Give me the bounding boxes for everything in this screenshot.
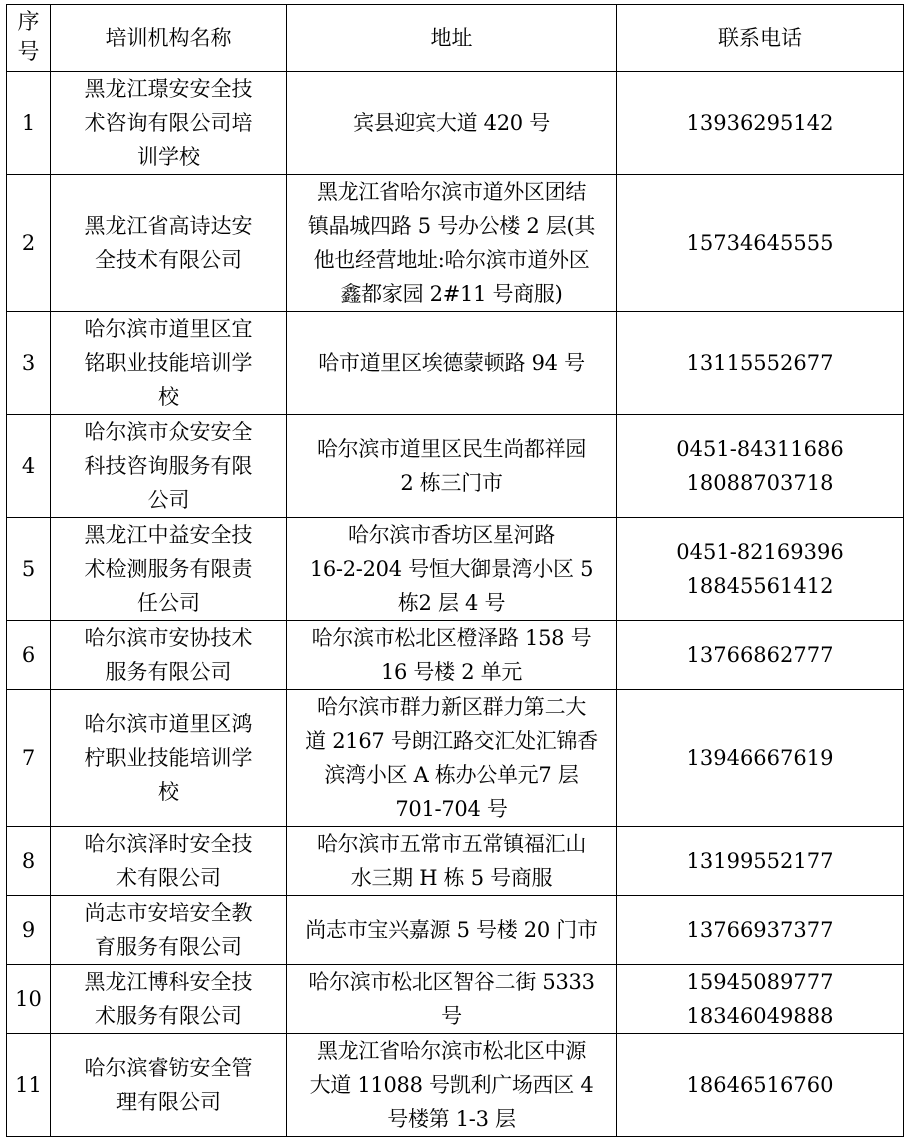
row-name <box>51 518 287 621</box>
address-line: 哈尔滨市松北区智谷二街 5333 <box>308 970 595 994</box>
row-name <box>51 72 287 175</box>
institution-name-line: 全技术有限公司 <box>95 248 242 272</box>
row-index: 2 <box>7 175 51 312</box>
institution-name-line: 任公司 <box>137 591 200 615</box>
phone-line: 0451-82169396 <box>676 540 844 564</box>
institution-name-line: 科技咨询服务有限 <box>84 454 253 478</box>
row-index: 9 <box>7 896 51 965</box>
row-name <box>51 415 287 518</box>
row-phone <box>617 312 904 415</box>
address-line: 16 号楼 2 单元 <box>380 660 523 684</box>
table-row <box>7 621 904 690</box>
row-phone <box>617 896 904 965</box>
phone-line: 13766937377 <box>686 918 834 942</box>
table-header-row <box>7 5 904 72</box>
row-name <box>51 965 287 1034</box>
table-row <box>7 312 904 415</box>
table-row <box>7 690 904 827</box>
address-line: 哈尔滨市群力新区群力第二大 <box>316 695 587 719</box>
row-index: 1 <box>7 72 51 175</box>
address-line: 2 栋三门市 <box>400 471 503 495</box>
institution-name-line: 理有限公司 <box>116 1090 221 1114</box>
institution-name-line: 黑龙江博科安全技 <box>84 970 253 994</box>
header-address: 地址 <box>287 5 617 72</box>
phone-line: 18646516760 <box>686 1073 834 1097</box>
address-line: 哈尔滨市香坊区星河路 <box>348 523 555 547</box>
address-line: 镇晶城四路 5 号办公楼 2 层(其 <box>307 214 596 238</box>
row-name <box>51 621 287 690</box>
institution-name-line: 校 <box>158 780 179 804</box>
phone-line: 18346049888 <box>686 1004 834 1028</box>
address-line: 栋2 层 4 号 <box>397 591 506 615</box>
row-phone <box>617 72 904 175</box>
address-line: 16-2-204 号恒大御景湾小区 5 <box>309 557 594 581</box>
phone-line: 0451-84311686 <box>676 437 844 461</box>
institution-name-line: 黑龙江璟安安全技 <box>84 77 253 101</box>
institution-name-line: 公司 <box>147 488 190 512</box>
row-phone <box>617 965 904 1034</box>
row-index: 7 <box>7 690 51 827</box>
table-row <box>7 896 904 965</box>
table-row <box>7 72 904 175</box>
header-index: 序 号 <box>7 5 51 72</box>
row-phone <box>617 175 904 312</box>
phone-line: 15734645555 <box>686 231 834 255</box>
table-row <box>7 415 904 518</box>
row-name <box>51 690 287 827</box>
address-line: 哈尔滨市五常市五常镇福汇山 <box>316 832 587 856</box>
address-line: 号 <box>441 1004 462 1028</box>
address-line: 他也经营地址:哈尔滨市道外区 <box>313 248 590 272</box>
row-address <box>287 312 617 415</box>
institution-name-line: 铭职业技能培训学 <box>84 351 253 375</box>
address-line: 黑龙江省哈尔滨市道外区团结 <box>316 180 587 204</box>
address-line: 701-704 号 <box>395 797 508 821</box>
institution-name-line: 术服务有限公司 <box>95 1004 242 1028</box>
address-line: 尚志市宝兴嘉源 5 号楼 20 门市 <box>305 918 598 942</box>
phone-line: 13936295142 <box>686 111 834 135</box>
row-name <box>51 175 287 312</box>
address-line: 大道 11088 号凯利广场西区 4 <box>309 1073 594 1097</box>
row-index: 8 <box>7 827 51 896</box>
phone-line: 13766862777 <box>686 643 834 667</box>
institution-name-line: 服务有限公司 <box>105 660 232 684</box>
address-line: 鑫都家园 2#11 号商服) <box>340 282 563 306</box>
institution-name-line: 哈尔滨市道里区鸿 <box>84 712 253 736</box>
address-line: 哈尔滨市松北区橙泽路 158 号 <box>311 626 592 650</box>
row-address <box>287 621 617 690</box>
phone-line: 18088703718 <box>686 471 834 495</box>
row-phone <box>617 621 904 690</box>
row-address <box>287 690 617 827</box>
training-institutions-table <box>6 4 904 1137</box>
table-row <box>7 965 904 1034</box>
row-name <box>51 1034 287 1137</box>
row-phone <box>617 518 904 621</box>
institution-name-line: 术有限公司 <box>116 866 221 890</box>
institution-name-line: 育服务有限公司 <box>95 935 242 959</box>
row-index: 4 <box>7 415 51 518</box>
address-line: 道 2167 号朗江路交汇处汇锦香 <box>305 729 598 753</box>
institution-name-line: 黑龙江中益安全技 <box>84 523 253 547</box>
institution-name-line: 训学校 <box>137 145 200 169</box>
phone-line: 13115552677 <box>686 351 834 375</box>
row-address <box>287 175 617 312</box>
row-address <box>287 415 617 518</box>
institution-name-line: 黑龙江省高诗达安 <box>84 214 253 238</box>
row-index: 3 <box>7 312 51 415</box>
table-row <box>7 518 904 621</box>
row-address <box>287 827 617 896</box>
address-line: 水三期 H 栋 5 号商服 <box>350 866 553 890</box>
institution-name-line: 哈尔滨市众安安全 <box>84 420 253 444</box>
address-line: 哈尔滨市道里区民生尚都祥园 <box>316 437 587 461</box>
row-phone <box>617 415 904 518</box>
phone-line: 13199552177 <box>686 849 834 873</box>
table-row <box>7 1034 904 1137</box>
institution-name-line: 术咨询有限公司培 <box>84 111 253 135</box>
row-index: 10 <box>7 965 51 1034</box>
row-name <box>51 896 287 965</box>
address-line: 滨湾小区 A 栋办公单元7 层 <box>324 763 579 787</box>
header-name: 培训机构名称 <box>51 5 287 72</box>
institution-name-line: 哈尔滨泽时安全技 <box>84 832 253 856</box>
institution-name-line: 哈尔滨市安协技术 <box>84 626 253 650</box>
row-name <box>51 827 287 896</box>
row-phone <box>617 690 904 827</box>
institution-name-line: 哈尔滨市道里区宜 <box>84 317 253 341</box>
header-phone: 联系电话 <box>617 5 904 72</box>
row-phone <box>617 1034 904 1137</box>
table-row <box>7 175 904 312</box>
row-phone <box>617 827 904 896</box>
institution-name-line: 校 <box>158 385 179 409</box>
row-address <box>287 965 617 1034</box>
row-index: 6 <box>7 621 51 690</box>
row-index: 11 <box>7 1034 51 1137</box>
address-line: 号楼第 1-3 层 <box>387 1107 516 1131</box>
row-address <box>287 896 617 965</box>
row-address <box>287 72 617 175</box>
institution-name-line: 术检测服务有限责 <box>84 557 253 581</box>
row-address <box>287 518 617 621</box>
phone-line: 15945089777 <box>686 970 834 994</box>
institution-name-line: 尚志市安培安全教 <box>84 901 253 925</box>
address-line: 哈市道里区埃德蒙顿路 94 号 <box>318 351 585 375</box>
institution-name-line: 柠职业技能培训学 <box>84 746 253 770</box>
row-address <box>287 1034 617 1137</box>
table-row <box>7 827 904 896</box>
phone-line: 18845561412 <box>686 574 834 598</box>
phone-line: 13946667619 <box>686 746 834 770</box>
institution-name-line: 哈尔滨睿钫安全管 <box>84 1056 253 1080</box>
address-line: 黑龙江省哈尔滨市松北区中源 <box>316 1039 587 1063</box>
row-name <box>51 312 287 415</box>
row-index: 5 <box>7 518 51 621</box>
address-line: 宾县迎宾大道 420 号 <box>353 111 550 135</box>
